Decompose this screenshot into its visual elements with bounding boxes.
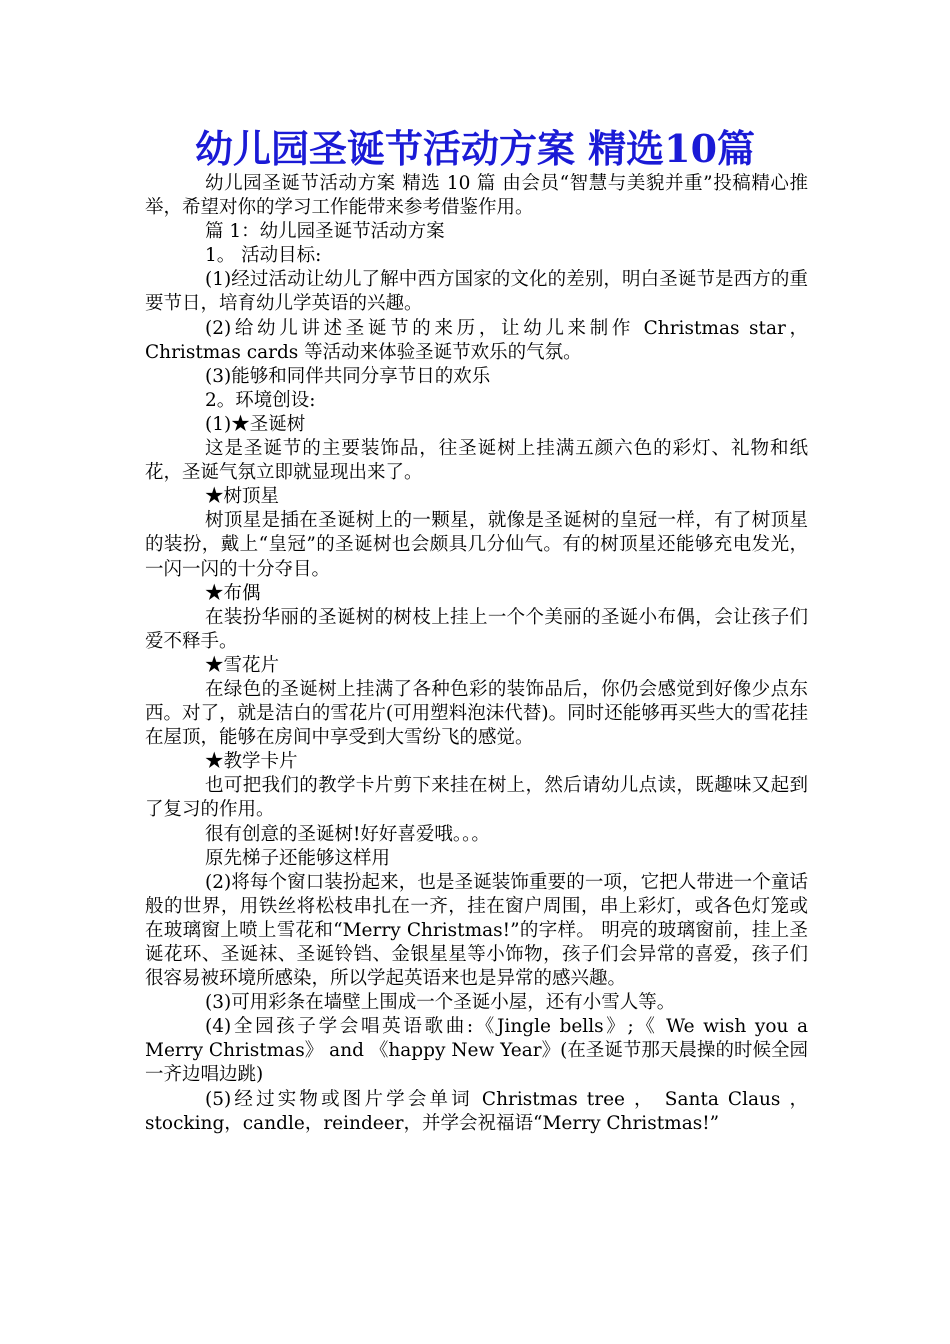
item-heading: (1)★圣诞树 xyxy=(205,413,306,435)
paragraph: (3)能够和同伴共同分享节日的欢乐 xyxy=(205,365,491,387)
intro-paragraph: 幼儿园圣诞节活动方案 精选 10 篇 由会员“智慧与美貌并重”投稿精心推举，希望对你的学习工作能带来参考借鉴作用。 xyxy=(145,173,808,219)
paragraph: (1)经过活动让幼儿了解中西方国家的文化的差别，明白圣诞节是西方的重要节日，培育幼儿学英语的兴趣。 xyxy=(145,269,808,315)
document-title: 幼儿园圣诞节活动方案 精选10篇 xyxy=(194,126,756,171)
paragraph: 在绿色的圣诞树上挂满了各种色彩的装饰品后，你仍会感觉到好像少点东西。对了，就是洁白的雪花片(可用塑料泡沫代替)。同时还能够再买些大的雪花挂在屋顶，能够在房间中享受到大雪纷飞的感觉。 xyxy=(145,678,808,749)
item-heading: ★教学卡片 xyxy=(205,751,298,773)
paragraph: 这是圣诞节的主要装饰品，往圣诞树上挂满五颜六色的彩灯、礼物和纸花，圣诞气氛立即就显现出来了。 xyxy=(145,438,808,484)
paragraph: 很有创意的圣诞树!好好喜爱哦。。。 xyxy=(205,823,490,845)
paragraph: (2)将每个窗口装扮起来，也是圣诞装饰重要的一项，它把人带进一个童话般的世界，用铁丝将松枝串扎在一齐，挂在窗户周围，串上彩灯，或各色灯笼或在玻璃窗上喷上雪花和“Merry Christmas!”的字样。 明亮的玻璃窗前，挂上圣诞花环、圣诞袜、圣诞铃铛、金银星星等小饰物，孩子们会异常的喜爱，孩子们很容易被环境所感染，所以学起英语来也是异常的感兴趣。 xyxy=(145,871,808,990)
paragraph: (2)给幼儿讲述圣诞节的来历，让幼儿来制作 Christmas star，Christmas cards 等活动来体验圣诞节欢乐的气氛。 xyxy=(145,317,808,363)
paragraph: (3)可用彩条在墙壁上围成一个圣诞小屋，还有小雪人等。 xyxy=(205,992,676,1014)
paragraph: (5)经过实物或图片学会单词 Christmas tree ， Santa Claus ，stocking，candle，reindeer，并学会祝福语“Merry Christmas!” xyxy=(145,1088,808,1134)
item-heading: ★树顶星 xyxy=(205,486,280,508)
paragraph: 也可把我们的教学卡片剪下来挂在树上，然后请幼儿点读，既趣味又起到了复习的作用。 xyxy=(145,775,808,821)
paragraph: (4)全园孩子学会唱英语歌曲:《Jingle bells》;《 We wish you a Merry Christmas》 and 《happy New Year》(在圣诞节那天晨操的时候全园一齐边唱边跳) xyxy=(145,1016,808,1086)
subheading-environment: 2。环境创设: xyxy=(205,389,316,411)
paragraph: 在装扮华丽的圣诞树的树枝上挂上一个个美丽的圣诞小布偶，会让孩子们爱不释手。 xyxy=(145,606,808,652)
paragraph: 树顶星是插在圣诞树上的一颗星，就像是圣诞树的皇冠一样，有了树顶星的装扮，戴上“皇冠”的圣诞树也会颇具几分仙气。有的树顶星还能够充电发光，一闪一闪的十分夺目。 xyxy=(145,510,808,580)
item-heading: ★布偶 xyxy=(205,582,261,604)
paragraph: 原先梯子还能够这样用 xyxy=(205,847,391,869)
document-body xyxy=(145,172,808,1136)
subheading-goals: 1。 活动目标: xyxy=(205,245,322,267)
item-heading: ★雪花片 xyxy=(205,654,280,676)
section-heading: 篇 1：幼儿园圣诞节活动方案 xyxy=(205,221,445,243)
